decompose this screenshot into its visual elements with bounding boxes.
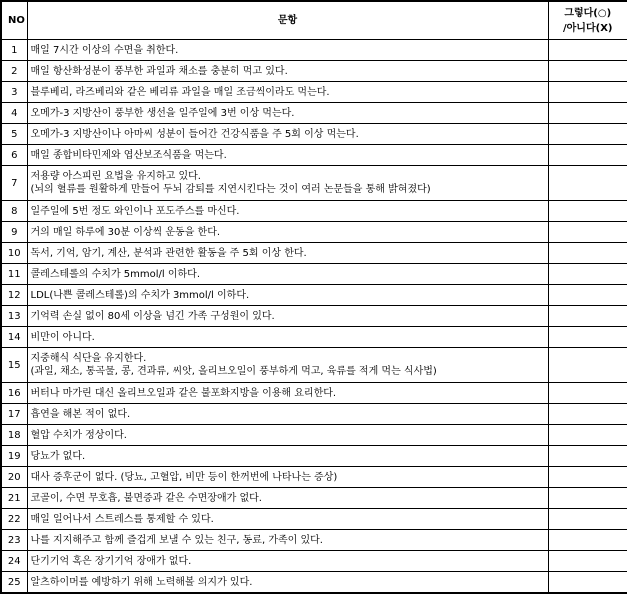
row-number: 4	[1, 103, 27, 124]
question-line: 오메가-3 지방산이 풍부한 생선을 일주일에 3번 이상 먹는다.	[30, 107, 295, 119]
question-line: 일주일에 5번 정도 와인이나 포도주스를 마신다.	[30, 205, 240, 217]
table-row	[1, 327, 627, 348]
row-number: 5	[1, 124, 27, 145]
table-row	[1, 243, 627, 264]
row-number: 6	[1, 145, 27, 166]
row-question	[27, 404, 548, 425]
question-line: 혈압 수치가 정상이다.	[30, 429, 127, 441]
table-row	[1, 61, 627, 82]
answer-cell[interactable]	[548, 348, 627, 383]
row-question	[27, 285, 548, 306]
row-question	[27, 40, 548, 61]
row-question	[27, 222, 548, 243]
question-line: 오메가-3 지방산이나 아마씨 성분이 들어간 건강식품을 주 5회 이상 먹는다.	[30, 128, 359, 140]
answer-cell[interactable]	[548, 425, 627, 446]
question-line: 단기기억 혹은 장기기억 장애가 없다.	[30, 555, 192, 567]
table-row	[1, 572, 627, 594]
row-number: 18	[1, 425, 27, 446]
row-question	[27, 201, 548, 222]
answer-cell[interactable]	[548, 327, 627, 348]
row-number: 8	[1, 201, 27, 222]
row-number: 14	[1, 327, 27, 348]
row-number: 25	[1, 572, 27, 594]
question-line: (뇌의 혈류를 원활하게 만들어 두뇌 감퇴를 지연시킨다는 것이 여러 논문들을 통해 밝혀졌다)	[30, 184, 431, 195]
row-number: 22	[1, 509, 27, 530]
row-number: 16	[1, 383, 27, 404]
table-row	[1, 124, 627, 145]
row-question	[27, 551, 548, 572]
row-question	[27, 145, 548, 166]
question-line: 기억력 손실 없이 80세 이상을 넘긴 가족 구성원이 있다.	[30, 310, 275, 322]
header-question: 문항	[27, 1, 548, 40]
row-number: 9	[1, 222, 27, 243]
table-row	[1, 425, 627, 446]
table-row	[1, 40, 627, 61]
question-line: 대사 증후군이 없다. (당뇨, 고혈압, 비만 등이 한꺼번에 나타나는 증상)	[30, 471, 338, 483]
answer-cell[interactable]	[548, 166, 627, 201]
row-question	[27, 166, 548, 201]
header-no: NO	[1, 1, 27, 40]
row-question	[27, 446, 548, 467]
question-line: LDL(나쁜 콜레스테롤)의 수치가 3mmol/l 이하다.	[30, 289, 250, 301]
row-question	[27, 327, 548, 348]
header-answer	[548, 1, 627, 40]
question-line: 매일 일어나서 스트레스를 통제할 수 있다.	[30, 513, 214, 525]
row-question	[27, 348, 548, 383]
table-row	[1, 306, 627, 327]
header-answer-line2: /아니다(X)	[563, 22, 613, 34]
question-line: 블루베리, 라즈베리와 같은 베리류 과일을 매일 조금씩이라도 먹는다.	[30, 86, 330, 98]
answer-cell[interactable]	[548, 264, 627, 285]
row-number: 17	[1, 404, 27, 425]
row-question	[27, 467, 548, 488]
row-question	[27, 82, 548, 103]
row-question	[27, 264, 548, 285]
question-line: 매일 항산화성분이 풍부한 과일과 채소를 충분히 먹고 있다.	[30, 65, 288, 77]
row-number: 12	[1, 285, 27, 306]
answer-cell[interactable]	[548, 243, 627, 264]
row-question	[27, 124, 548, 145]
question-line: 흡연을 해본 적이 없다.	[30, 408, 131, 420]
answer-cell[interactable]	[548, 551, 627, 572]
answer-cell[interactable]	[548, 124, 627, 145]
answer-cell[interactable]	[548, 446, 627, 467]
row-question	[27, 103, 548, 124]
row-number: 20	[1, 467, 27, 488]
row-question	[27, 61, 548, 82]
row-number: 11	[1, 264, 27, 285]
row-number: 2	[1, 61, 27, 82]
row-question	[27, 572, 548, 594]
table-row	[1, 467, 627, 488]
question-line: 코골이, 수면 무호흡, 불면증과 같은 수면장애가 없다.	[30, 492, 262, 504]
table-row	[1, 285, 627, 306]
answer-cell[interactable]	[548, 306, 627, 327]
row-number: 24	[1, 551, 27, 572]
table-row	[1, 530, 627, 551]
row-number: 3	[1, 82, 27, 103]
row-number: 7	[1, 166, 27, 201]
row-question	[27, 243, 548, 264]
question-line: 나를 지지해주고 함께 즐겁게 보낼 수 있는 친구, 동료, 가족이 있다.	[30, 534, 323, 546]
answer-cell[interactable]	[548, 103, 627, 124]
table-row	[1, 404, 627, 425]
row-number: 21	[1, 488, 27, 509]
question-line: 거의 매일 하루에 30분 이상씩 운동을 한다.	[30, 226, 221, 238]
question-line: 지중해식 식단을 유지한다.	[30, 353, 147, 364]
answer-cell[interactable]	[548, 488, 627, 509]
answer-cell[interactable]	[548, 572, 627, 594]
table-row	[1, 488, 627, 509]
row-number: 13	[1, 306, 27, 327]
question-line: 저용량 아스피린 요법을 유지하고 있다.	[30, 171, 201, 182]
table-row	[1, 222, 627, 243]
header-row	[1, 1, 627, 40]
table-row	[1, 551, 627, 572]
row-question	[27, 383, 548, 404]
answer-cell[interactable]	[548, 383, 627, 404]
row-question	[27, 425, 548, 446]
answer-cell[interactable]	[548, 222, 627, 243]
row-number: 19	[1, 446, 27, 467]
row-number: 1	[1, 40, 27, 61]
table-row	[1, 348, 627, 383]
answer-cell[interactable]	[548, 40, 627, 61]
question-line: 알츠하이머를 예방하기 위해 노력해볼 의지가 있다.	[30, 576, 253, 588]
row-question	[27, 306, 548, 327]
header-answer-line1: 그렇다(○)	[564, 7, 612, 19]
row-question	[27, 488, 548, 509]
answer-cell[interactable]	[548, 285, 627, 306]
table-row	[1, 201, 627, 222]
table-row	[1, 166, 627, 201]
question-line: 당뇨가 없다.	[30, 450, 86, 462]
question-line: 콜레스테롤의 수치가 5mmol/l 이하다.	[30, 268, 201, 280]
answer-cell[interactable]	[548, 509, 627, 530]
table-row	[1, 103, 627, 124]
row-question	[27, 509, 548, 530]
table-row	[1, 264, 627, 285]
question-line: 독서, 기억, 암기, 계산, 분석과 관련한 활동을 주 5회 이상 한다.	[30, 247, 307, 259]
question-line: 매일 종합비타민제와 엽산보조식품을 먹는다.	[30, 149, 227, 161]
row-number: 15	[1, 348, 27, 383]
question-line: 비만이 아니다.	[30, 331, 95, 343]
table-row	[1, 82, 627, 103]
question-line: 매일 7시간 이상의 수면을 취한다.	[30, 44, 179, 56]
question-line: (과일, 채소, 통곡물, 콩, 견과류, 씨앗, 올리브오일이 풍부하게 먹고, 육류를 적게 먹는 식사법)	[30, 366, 437, 377]
table-row	[1, 383, 627, 404]
answer-cell[interactable]	[548, 530, 627, 551]
table-row	[1, 145, 627, 166]
answer-cell[interactable]	[548, 201, 627, 222]
answer-cell[interactable]	[548, 82, 627, 103]
question-line: 버터나 마가린 대신 올리브오일과 같은 불포화지방을 이용해 요리한다.	[30, 387, 337, 399]
answer-cell[interactable]	[548, 404, 627, 425]
answer-cell[interactable]	[548, 61, 627, 82]
table-row	[1, 509, 627, 530]
row-number: 10	[1, 243, 27, 264]
answer-cell[interactable]	[548, 467, 627, 488]
row-question	[27, 530, 548, 551]
table-row	[1, 446, 627, 467]
answer-cell[interactable]	[548, 145, 627, 166]
row-number: 23	[1, 530, 27, 551]
